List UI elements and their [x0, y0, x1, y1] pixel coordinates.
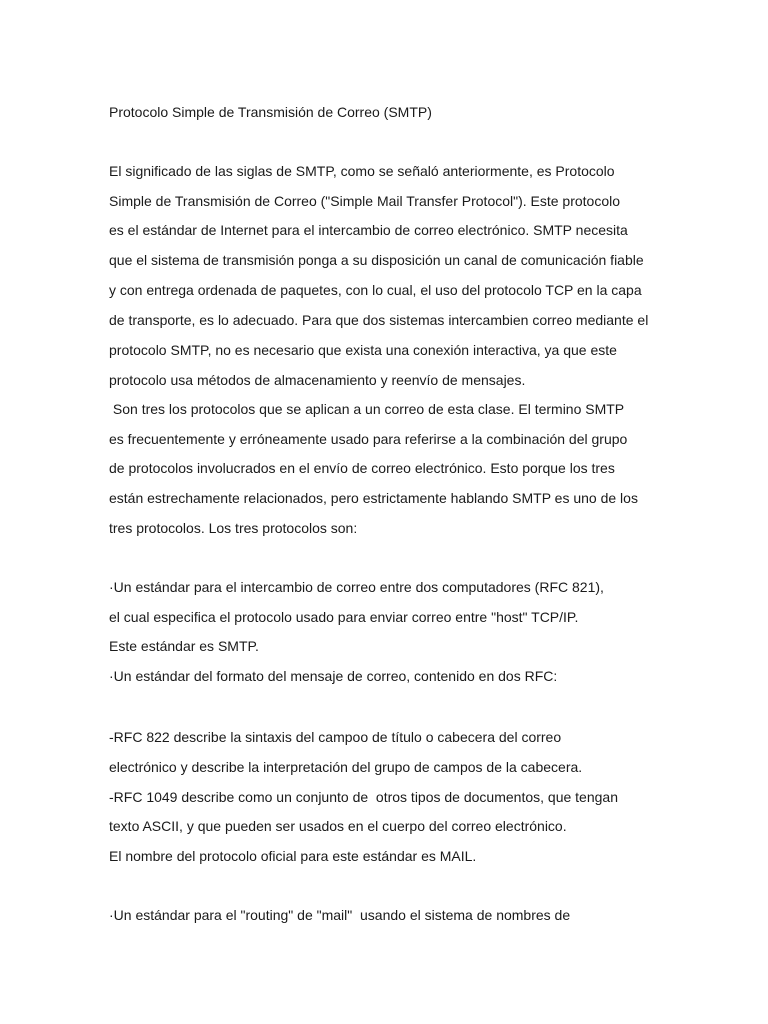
text-line: Son tres los protocolos que se aplican a un correo de esta clase. El termino SMTP — [109, 401, 625, 417]
text-line: Simple de Transmisión de Correo ("Simple Mail Transfer Protocol"). Este protocolo — [109, 193, 621, 209]
document-title: Protocolo Simple de Transmisión de Correo (SMTP) — [109, 104, 432, 120]
text-line: tres protocolos. Los tres protocolos son: — [109, 520, 358, 536]
text-line: el cual especifica el protocolo usado para enviar correo entre "host" TCP/IP. — [109, 609, 579, 625]
text-line: y con entrega ordenada de paquetes, con lo cual, el uso del protocolo TCP en la capa — [109, 282, 642, 298]
text-line: es frecuentemente y erróneamente usado para referirse a la combinación del grupo — [109, 431, 628, 447]
bullet-item: ·Un estándar del formato del mensaje de correo, contenido en dos RFC: — [109, 668, 558, 684]
text-line: que el sistema de transmisión ponga a su disposición un canal de comunicación fiable — [109, 252, 644, 268]
text-line: de protocolos involucrados en el envío de correo electrónico. Esto porque los tres — [109, 460, 615, 476]
text-line: protocolo SMTP, no es necesario que exista una conexión interactiva, ya que este — [109, 342, 617, 358]
text-line: protocolo usa métodos de almacenamiento y reenvío de mensajes. — [109, 372, 526, 388]
text-line: El nombre del protocolo oficial para este estándar es MAIL. — [109, 848, 477, 864]
list-item: -RFC 1049 describe como un conjunto de otros tipos de documentos, que tengan — [109, 789, 618, 805]
bullet-item: ·Un estándar para el intercambio de correo entre dos computadores (RFC 821), — [109, 579, 604, 595]
text-line: están estrechamente relacionados, pero estrictamente hablando SMTP es uno de los — [109, 490, 638, 506]
text-line: de transporte, es lo adecuado. Para que dos sistemas intercambien correo mediante el — [109, 312, 649, 328]
list-item: -RFC 822 describe la sintaxis del campoo de título o cabecera del correo — [109, 729, 562, 745]
text-line: electrónico y describe la interpretación del grupo de campos de la cabecera. — [109, 759, 583, 775]
text-line: es el estándar de Internet para el intercambio de correo electrónico. SMTP necesita — [109, 222, 628, 238]
bullet-item: ·Un estándar para el "routing" de "mail" usando el sistema de nombres de — [109, 907, 571, 923]
text-line: Este estándar es SMTP. — [109, 638, 259, 654]
text-line: texto ASCII, y que pueden ser usados en el cuerpo del correo electrónico. — [109, 818, 567, 834]
text-line: El significado de las siglas de SMTP, como se señaló anteriormente, es Protocolo — [109, 163, 615, 179]
